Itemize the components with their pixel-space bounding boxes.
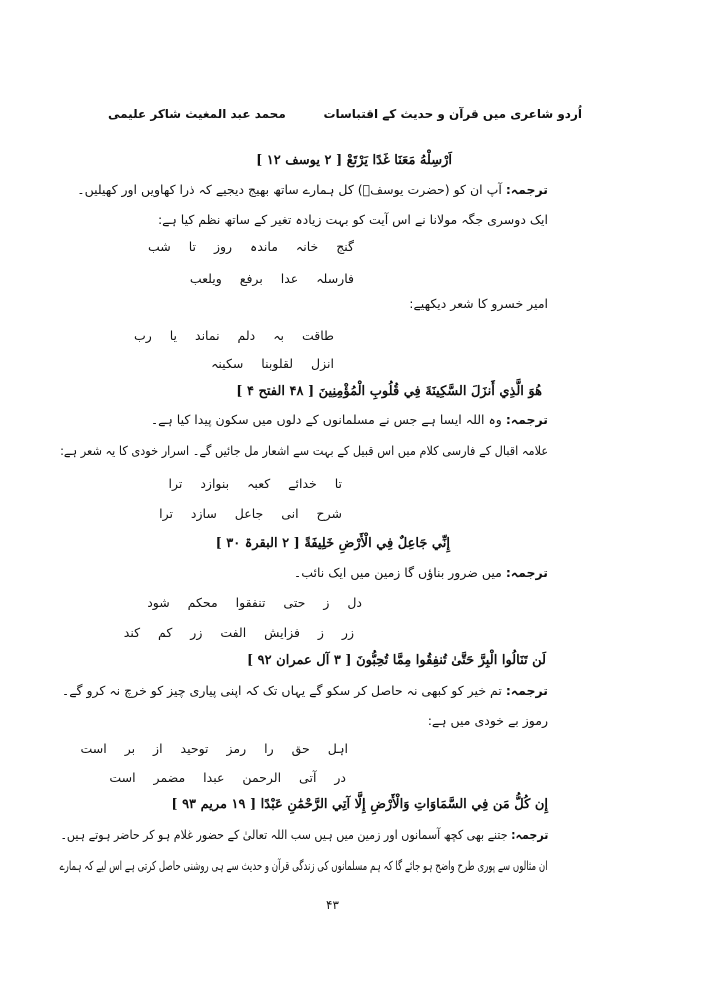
header-author: محمد عبد المغیث شاکر علیمی	[108, 107, 286, 121]
translation-line	[60, 826, 548, 844]
prose-line: امیر خسرو کا شعر دیکھیے:	[409, 296, 548, 311]
verse-line: طاقت بہ دلم نماند یا رب	[133, 328, 334, 343]
quran-ayah: إِنِّي جَاعِلٌ فِي الْأَرْضِ خَلِيفَةً [ ۲ البقرۃ ۳۰ ]	[215, 536, 450, 551]
verse-line: اہل حق را رمز توحید از بر است	[80, 741, 348, 756]
prose-line: رموز بے خودی میں ہے:	[427, 713, 548, 728]
translation-line	[294, 564, 548, 582]
header-book-title: اُردو شاعری میں قرآن و حدیث کے اقتباسات	[323, 107, 582, 121]
verse-line: فارسلہ عدا برفع ویلعب	[189, 271, 354, 286]
translation-text: آپ ان کو (حضرت یوسفؑ) کل ہمارے ساتھ بھیج دیجیے کہ ذرا کھاویں اور کھیلیں۔	[77, 182, 502, 197]
translation-label: ترجمہ:	[505, 565, 548, 580]
verse-line: دل ز حتی تنفقوا محکم شود	[147, 595, 362, 610]
translation-text: تم خیر کو کبھی نہ حاصل کر سکو گے یہاں تک کہ اپنی پیاری چیز کو خرچ نہ کرو گے۔	[61, 683, 502, 698]
quran-ayah: إِن كُلُّ مَن فِي السَّمَاوَاتِ وَالْأَرْضِ إِلَّا آتِي الرَّحْمَٰنِ عَبْدًا [ ۱۹ مریم ۹۳ ]	[171, 797, 548, 812]
verse-line: در آتی الرحمن عبدا مضمر است	[109, 770, 346, 785]
translation-line	[77, 181, 548, 199]
translation-text: وہ اللہ ایسا ہے جس نے مسلمانوں کے دلوں میں سکون پیدا کیا ہے۔	[150, 412, 502, 427]
quran-ayah: لَن تَنَالُوا الْبِرَّ حَتَّىٰ تُنفِقُوا مِمَّا تُحِبُّونَ [ ۳ آل عمران ۹۲ ]	[246, 653, 546, 668]
quran-ayah: اَرْسِلْهُ مَعَنَا غَدًا يَرْتَعْ [ ۲ یوسف ۱۲ ]	[256, 153, 452, 168]
page-number: ۴۳	[326, 898, 339, 912]
translation-text: جتنے بھی کچھ آسمانوں اور زمین میں ہیں سب اللہ تعالیٰ کے حضور غلام ہو کر حاضر ہوتے ہیں۔	[60, 827, 508, 842]
quran-ayah: هُوَ الَّذِي أَنزَلَ السَّكِينَةَ فِي قُلُوبِ الْمُؤْمِنِينَ [ ۴۸ الفتح ۴ ]	[236, 384, 542, 399]
verse-line: انزل لقلوبنا سکینہ	[211, 356, 334, 371]
verse-line: شرح انی جاعل سازد ترا	[159, 506, 342, 521]
verse-line: گنج خانہ ماندہ روز تا شب	[147, 239, 354, 254]
translation-line	[151, 411, 548, 429]
translation-label: ترجمہ:	[505, 182, 548, 197]
translation-line	[62, 682, 548, 700]
translation-label: ترجمہ:	[510, 827, 548, 842]
prose-line: ایک دوسری جگہ مولانا نے اس آیت کو بہت زیادہ تغیر کے ساتھ نظم کیا ہے:	[157, 212, 548, 227]
translation-label: ترجمہ:	[505, 412, 548, 427]
prose-line: ان مثالوں سے پوری طرح واضح ہو جائے گا کہ ہم مسلمانوں کی زندگی قرآن و حدیث سے ہی روشنی حاصل کرتی ہے اس لیے کہ ہمارے	[60, 858, 548, 873]
prose-line: علامہ اقبال کے فارسی کلام میں اس قبیل کے بہت سے اشعار مل جائیں گے۔ اسرار خودی کا یہ شعر ہے:	[60, 443, 548, 458]
translation-label: ترجمہ:	[505, 683, 548, 698]
translation-text: میں ضرور بناؤں گا زمین میں ایک نائب۔	[293, 565, 502, 580]
verse-line: زر ز فزایش الفت زر کم کند	[123, 625, 354, 640]
verse-line: تا خدائے کعبہ بنوازد ترا	[168, 476, 342, 491]
